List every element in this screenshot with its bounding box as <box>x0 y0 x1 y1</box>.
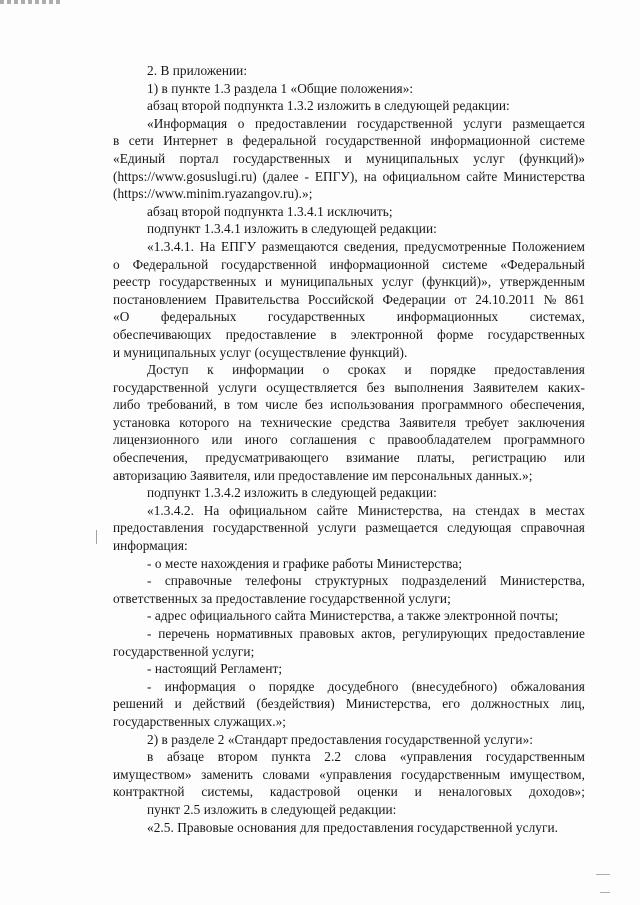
text-line: в сети Интернет в федеральной государственной информационной системе <box>113 133 585 149</box>
text-line: контрактной системы, кадастровой оценки и неналоговых доходов»; <box>113 784 585 800</box>
text-line: - о месте нахождения и графике работы Министерства; <box>147 555 463 571</box>
text-line: - справочные телефоны структурных подразделений Министерства, <box>147 573 585 589</box>
text-line: предоставления государственной услуги размещается следующая справочная <box>113 520 585 536</box>
text-line: и муниципальных услуг (осуществление функций). <box>113 344 408 360</box>
text-line: подпункт 1.3.4.1 изложить в следующей редакции: <box>147 221 437 237</box>
text-line: авторизацию Заявителя, или предоставление им персональных данных.»; <box>113 467 533 483</box>
text-line: - адрес официального сайта Министерства, а также электронной почты; <box>147 608 559 624</box>
text-line: 1) в пункте 1.3 раздела 1 «Общие положения»: <box>147 80 414 96</box>
text-line: государственной услуги осуществляется без выполнения Заявителем каких- <box>113 379 585 395</box>
margin-mark <box>596 874 610 875</box>
text-line: ответственных за предоставление государственной услуги; <box>113 590 451 606</box>
document-body <box>113 62 585 836</box>
text-line: подпункт 1.3.4.2 изложить в следующей редакции: <box>147 485 437 501</box>
text-line: (https://www.gosuslugi.ru) (далее - ЕПГУ), на официальном сайте Министерства <box>113 168 585 184</box>
text-line: информация: <box>113 538 188 554</box>
text-line: 2. В приложении: <box>147 63 248 78</box>
margin-mark <box>600 892 610 893</box>
text-line: 2) в разделе 2 «Стандарт предоставления государственной услуги»: <box>147 731 534 747</box>
text-line: обеспечения, предусматривающего взимание платы, регистрацию или <box>113 450 585 466</box>
text-line: установка которого на технические средства Заявителя требует заключения <box>113 414 585 430</box>
text-line: - информация о порядке досудебного (внесудебного) обжалования <box>147 678 585 694</box>
margin-mark <box>96 530 97 544</box>
text-line: «1.3.4.1. На ЕПГУ размещаются сведения, предусмотренные Положением <box>147 238 585 254</box>
text-line: имуществом» заменить словами «управления государственным имуществом, <box>113 766 585 782</box>
text-line: «1.3.4.2. На официальном сайте Министерства, на стендах в местах <box>147 502 585 518</box>
text-line: «Информация о предоставлении государственной услуги размещается <box>147 115 585 131</box>
text-line: (https://www.minim.ryazangov.ru).»; <box>113 186 313 202</box>
text-line: «2.5. Правовые основания для предоставления государственной услуги. <box>147 819 559 835</box>
text-line: государственной услуги; <box>113 643 255 659</box>
text-line: постановлением Правительства Российской Федерации от 24.10.2011 № 861 <box>113 291 585 307</box>
scan-artifact <box>0 0 62 4</box>
text-line: обеспечивающих предоставление в электронной форме государственных <box>113 326 585 342</box>
text-line: «Единый портал государственных и муниципальных услуг (функций)» <box>113 150 585 166</box>
text-line: - настоящий Регламент; <box>147 661 283 677</box>
text-line: Доступ к информации о сроках и порядке предоставления <box>147 362 585 378</box>
text-line: абзац второй подпункта 1.3.4.1 исключить; <box>147 203 393 219</box>
text-line: решений и действий (бездействия) Министерства, его должностных лиц, <box>113 696 585 712</box>
text-line: лицензионного или иного соглашения с правообладателем программного <box>113 432 585 448</box>
text-line: государственных служащих.»; <box>113 713 287 729</box>
text-line: в абзаце втором пункта 2.2 слова «управления государственным <box>147 749 585 765</box>
text-line: - перечень нормативных правовых актов, регулирующих предоставление <box>147 626 585 641</box>
text-line: абзац второй подпункта 1.3.2 изложить в следующей редакции: <box>147 98 510 114</box>
text-line: либо требований, в том числе без использования программного обеспечения, <box>113 397 585 413</box>
text-line: реестр государственных и муниципальных услуг (функций)», утвержденным <box>113 274 585 290</box>
text-line: пункт 2.5 изложить в следующей редакции: <box>147 801 397 817</box>
text-line: о Федеральной государственной информационной системе «Федеральный <box>113 256 585 272</box>
text-line: «О федеральных государственных информационных системах, <box>113 309 585 325</box>
